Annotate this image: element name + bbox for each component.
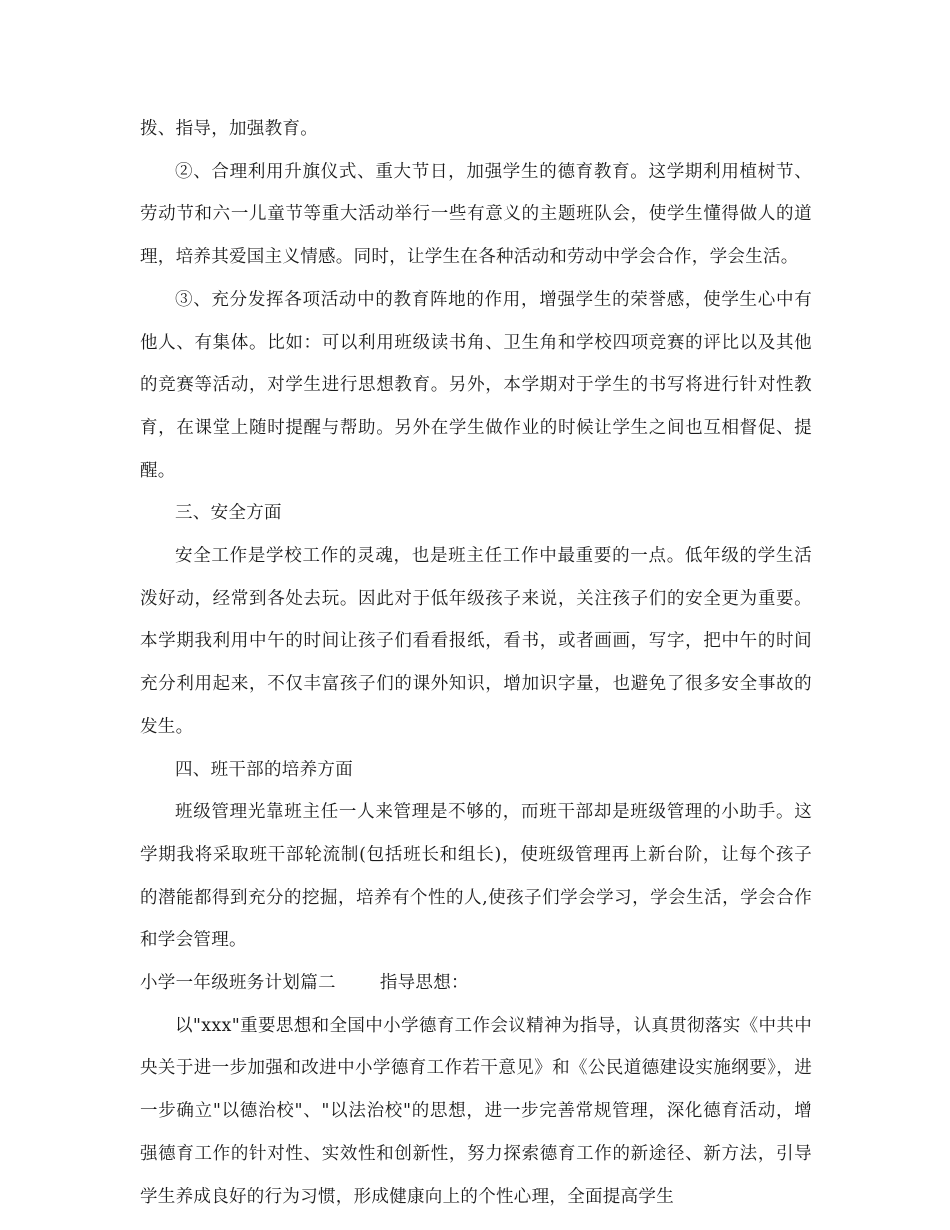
heading-safety: 三、安全方面 [175,503,282,524]
document-body [140,108,812,1218]
paragraph-1: 拨、指导，加强教育。 [140,119,318,139]
section-subtitle: 指导思想： [379,973,469,994]
paragraph-safety: 安全工作是学校工作的灵魂，也是班主任工作中最重要的一点。低年级的学生活泼好动，经常到各处去玩。因此对于低年级孩子来说，关注孩子们的安全更为重要。本学期我利用中午的时间让孩子们看看报纸，看书，或者画画，写字，把中午的时间充分利用起来，不仅丰富孩子们的课外知识，增加识字量，也避免了很多安全事故的发生。 [140,546,812,737]
paragraph-2: ②、合理利用升旗仪式、重大节日，加强学生的德育教育。这学期利用植树节、劳动节和六一儿童节等重大活动举行一些有意义的主题班队会，使学生懂得做人的道理，培养其爱国主义情感。同时，让学生在各种活动和劳动中学会合作，学会生活。 [140,161,812,268]
paragraph-guiding-thought: 以"xxx"重要思想和全国中小学德育工作会议精神为指导，认真贯彻落实《中共中央关于进一步加强和改进中小学德育工作若干意见》和《公民道德建设实施纲要》，进一步确立"以德治校"、"以法治校"的思想，进一步完善常规管理，深化德育活动，增强德育工作的针对性、实效性和创新性，努力探索德育工作的新途径、新方法，引导学生养成良好的行为习惯，形成健康向上的个性心理，全面提高学生 [140,1015,812,1207]
paragraph-class-cadre: 班级管理光靠班主任一人来管理是不够的，而班干部却是班级管理的小助手。这学期我将采取班干部轮流制(包括班长和组长)，使班级管理再上新台阶，让每个孩子的潜能都得到充分的挖掘，培养有个性的人,使孩子们学会学习，学会生活，学会合作和学会管理。 [140,802,812,951]
heading-class-cadre: 四、班干部的培养方面 [175,759,353,780]
section-title: 小学一年级班务计划篇二 [140,973,336,994]
paragraph-3: ③、充分发挥各项活动中的教育阵地的作用，增强学生的荣誉感，使学生心中有他人、有集体。比如：可以利用班级读书角、卫生角和学校四项竞赛的评比以及其他的竞赛等活动，对学生进行思想教育。另外，本学期对于学生的书写将进行针对性教育，在课堂上随时提醒与帮助。另外在学生做作业的时候让学生之间也互相督促、提醒。 [140,289,812,481]
section-heading-line [140,962,812,1005]
